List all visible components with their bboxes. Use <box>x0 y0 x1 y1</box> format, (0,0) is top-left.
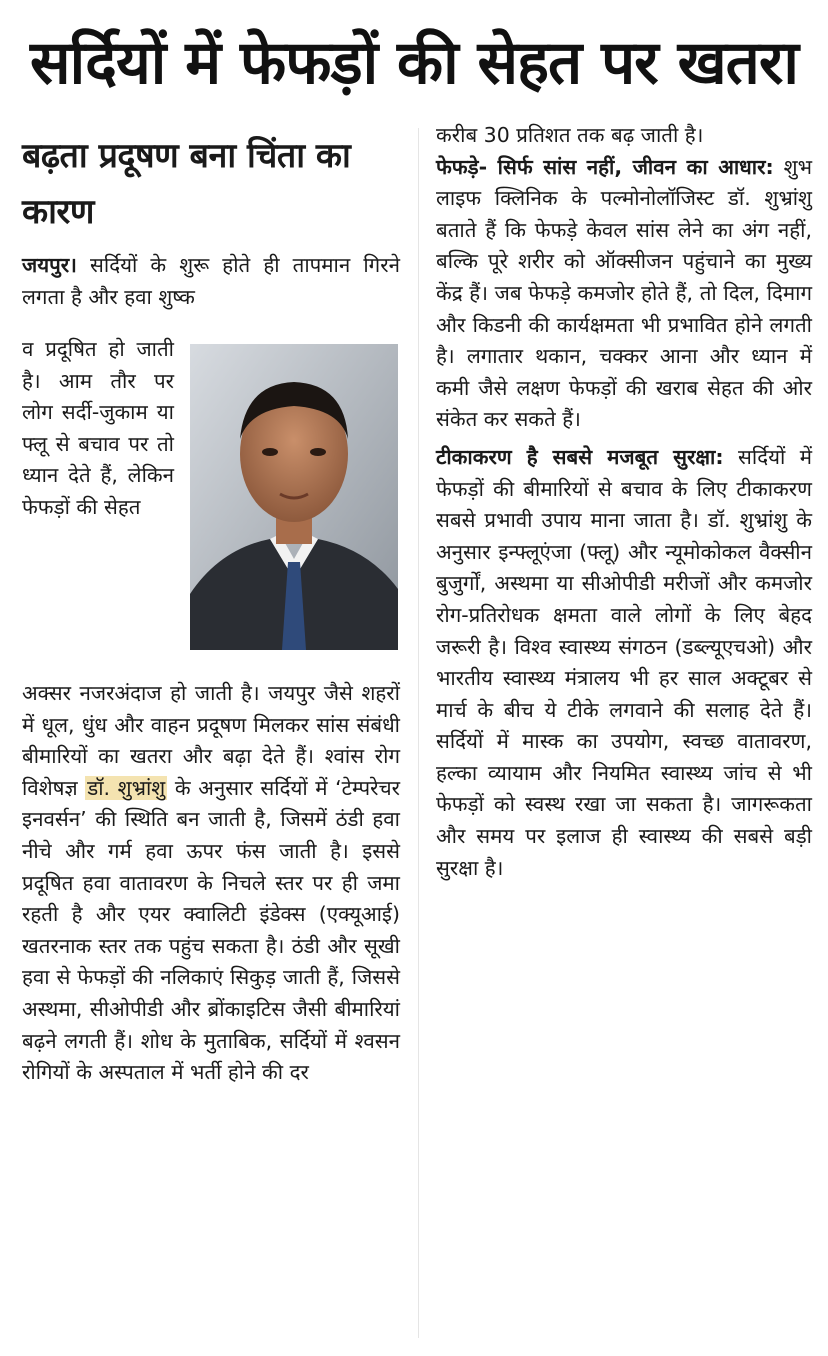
intro-wrap-column <box>22 334 174 524</box>
intro-top <box>22 250 400 313</box>
continued-text: करीब 30 प्रतिशत तक बढ़ जाती है। <box>436 123 704 147</box>
column-divider <box>418 128 419 1338</box>
doctor-name-highlight: डॉ. शुभ्रांशु <box>87 775 166 800</box>
left-body <box>22 678 400 1089</box>
intro-text-wrap: व प्रदूषित हो जाती है। आम तौर पर लोग सर्दी-जुकाम या फ्लू से बचाव पर तो ध्यान देते हैं, लेकिन फेफड़ों की सेहत <box>22 337 174 519</box>
doctor-photo <box>190 344 398 650</box>
section-heading-vaccination: टीकाकरण है सबसे मजबूत सुरक्षा: <box>436 444 724 469</box>
section-body-vaccination: सर्दियों में फेफड़ों की बीमारियों से बचाव के लिए टीकाकरण सबसे प्रभावी उपाय माना जाता है। डॉ. शुभ्रांशु के अनुसार इन्फ्लूएंजा (फ्लू) और न्यूमोकोकल वैक्सीन बुजुर्गों, अस्थमा या सीओपीडी मरीजों और कमजोर रोग-प्रतिरोधक क्षमता वाले लोगों के लिए बेहद जरूरी है। विश्व स्वास्थ्य संगठन (डब्ल्यूएचओ) और भारतीय स्वास्थ्य मंत्रालय भी हर साल अक्टूबर से मार्च के बीच ये टीके लगवाने की सलाह देते हैं। सर्दियों में मास्क का उपयोग, स्वच्छ वातावरण, हल्का व्यायाम और नियमित स्वास्थ्य जांच से भी फेफड़ों को स्वस्थ रखा जा सकता है। जागरूकता और समय पर इलाज ही स्वास्थ्य की सबसे बड़ी सुरक्षा है। <box>436 444 812 880</box>
body-text-2: के अनुसार सर्दियों में ‘टेम्परेचर इनवर्सन’ की स्थिति बन जाती है, जिसमें ठंडी हवा नीचे और गर्म हवा ऊपर फंस जाती है। इससे प्रदूषित हवा वातावरण के निचले स्तर पर ही जमा रहती है और एयर क्वालिटी इंडेक्स (एक्यूआई) खतरनाक स्तर तक पहुंच सकता है। ठंडी और सूखी हवा से फेफड़ों की नलिकाएं सिकुड़ जाती हैं, जिससे अस्थमा, सीओपीडी और ब्रोंकाइटिस जैसी बीमारियां बढ़ने लगती हैं। शोध के मुताबिक, सर्दियों में श्वसन रोगियों के अस्पताल में भर्ती होने की दर <box>22 775 400 1085</box>
portrait-image <box>190 344 398 650</box>
left-column <box>22 128 400 244</box>
body-text-1: अक्सर नजरअंदाज हो जाती है। जयपुर जैसे शहरों में धूल, धुंध और वाहन प्रदूषण मिलकर सांस संबंधी बीमारियों का खतरा और बढ़ा देते हैं। श्वांस रोग विशेषज्ञ <box>22 681 400 800</box>
article-headline: सर्दियों में फेफड़ों की सेहत पर खतरा <box>30 28 798 98</box>
section-heading-lungs: फेफड़े- सिर्फ सांस नहीं, जीवन का आधार: <box>436 154 774 179</box>
article-subheadline: बढ़ता प्रदूषण बना चिंता का कारण <box>22 136 351 232</box>
section-body-lungs: शुभ लाइफ क्लिनिक के पल्मोनोलॉजिस्ट डॉ. शुभ्रांशु बताते हैं कि फेफड़े केवल सांस लेने का अंग नहीं, बल्कि पूरे शरीर को ऑक्सीजन पहुंचाने का मुख्य केंद्र हैं। जब फेफड़े कमजोर होते हैं, तो दिल, दिमाग और किडनी की कार्यक्षमता भी प्रभावित होने लगती है। लगातार थकान, चक्कर आना और ध्यान में कमी जैसे लक्षण फेफड़ों की खराब सेहत की ओर संकेत कर सकते हैं। <box>436 154 812 432</box>
dateline: जयपुर। <box>22 253 77 277</box>
right-column <box>436 120 812 884</box>
intro-text-top: सर्दियों के शुरू होते ही तापमान गिरने लगता है और हवा शुष्क <box>22 253 400 309</box>
